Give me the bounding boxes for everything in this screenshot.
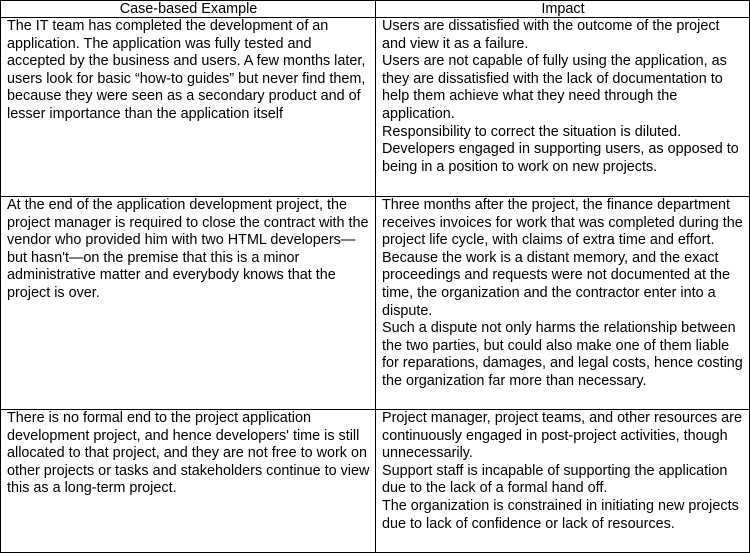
impact-paragraph: Project manager, project teams, and other resources are continuously engaged in post-project activities, though unnecessarily. xyxy=(382,410,742,462)
case-example-cell xyxy=(1,18,376,197)
column-header-case-based-example: Case-based Example xyxy=(1,1,376,18)
impact-paragraph: The organization is constrained in initiating new projects due to lack of confidence or lack of resources. xyxy=(382,497,739,532)
table-row xyxy=(1,18,750,197)
impact-cell xyxy=(376,410,750,553)
impact-paragraph: Users are not capable of fully using the application, as they are dissatisfied with the lack of documentation to help them achieve what they need through the application. xyxy=(382,53,727,122)
case-example-text: There is no formal end to the project application development project, and hence developers' time is still allocated to that project, and they are not free to work on other projects or tasks and stakeholders continue to view this as a long-term project. xyxy=(7,410,370,497)
table-row xyxy=(1,197,750,410)
column-header-impact: Impact xyxy=(376,1,750,18)
table-header-row xyxy=(1,1,750,18)
impact-paragraph: Developers engaged in supporting users, as opposed to being in a position to work on new projects. xyxy=(382,141,739,175)
case-example-text: The IT team has completed the development of an application. The application was fully tested and accepted by the business and users. A few months later, users look for basic “how-to guides” but never find them, because they were seen as a secondary product and of lesser importance than the application itself xyxy=(7,18,366,122)
impact-cell xyxy=(376,18,750,197)
impact-paragraph: Such a dispute not only harms the relationship between the two parties, but could also make one of them liable for reparations, damages, and legal costs, hence costing the organization far more than necessary. xyxy=(382,320,743,389)
table-row xyxy=(1,410,750,553)
impact-paragraph: Responsibility to correct the situation is diluted. xyxy=(382,123,682,140)
impact-cell xyxy=(376,197,750,410)
impact-paragraph: Users are dissatisfied with the outcome of the project and view it as a failure. xyxy=(382,18,720,52)
case-example-cell xyxy=(1,410,376,553)
impact-paragraph: Support staff is incapable of supporting the application due to the lack of a formal hand off. xyxy=(382,462,728,497)
impact-paragraph: Three months after the project, the finance department receives invoices for work that was completed during the project life cycle, with claims of extra time and effort. Because the work is a distant memory, and the exact proceedings and requests were not documented at the time, the organization and the contractor enter into a dispute. xyxy=(382,197,743,319)
case-example-cell xyxy=(1,197,376,410)
case-example-text: At the end of the application development project, the project manager is required to close the contract with the vendor who provided him with two HTML developers—but hasn't—on the premise that this is a minor administrative matter and everybody knows that the project is over. xyxy=(7,197,369,301)
